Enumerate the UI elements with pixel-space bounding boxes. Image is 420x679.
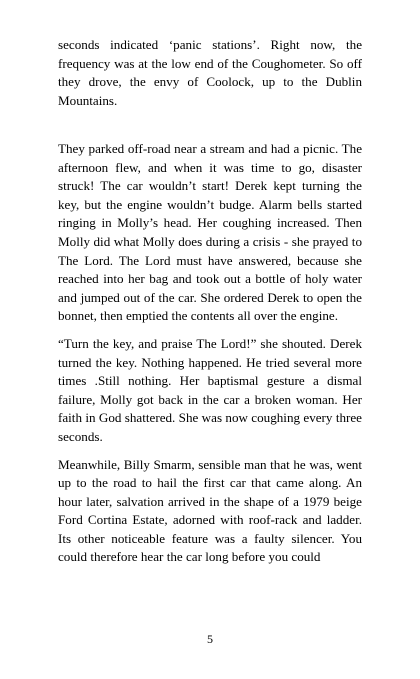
top-text-block — [58, 36, 362, 119]
paragraph-turn-the-key: “Turn the key, and praise The Lord!” she shouted. Derek turned the key. Nothing happened. He tried several more times .Still nothing. Her baptismal gesture a dismal failure, Molly got back in the car a broken woman. Her faith in God shattered. She was now coughing every three seconds. — [58, 335, 362, 444]
page-number: 5 — [207, 632, 213, 646]
paragraph-picnic: They parked off-road near a stream and had a picnic. The afternoon flew, and when it was time to go, disaster struck! The car wouldn’t start! Derek kept turning the key, but the engine wouldn’t budge. Alarm bells started ringing in Molly’s head. Her coughing increased. Then Molly did what Molly does during a crisis - she prayed to The Lord. The Lord must have answered, because she reached into her bag and took out a bottle of holy water and jumped out of the car. She ordered Derek to open the bonnet, then emptied the contents all over the engine. — [58, 141, 362, 324]
main-text-block — [58, 140, 362, 576]
paragraph-continuation: seconds indicated ‘panic stations’. Right now, the frequency was at the low end of the Coughometer. So off they drove, the envy of Coolock, up to the Dublin Mountains. — [58, 37, 362, 108]
paragraph-billy-smarm: Meanwhile, Billy Smarm, sensible man that he was, went up to the road to hail the first car that came along. An hour later, salvation arrived in the shape of a 1979 beige Ford Cortina Estate, adorned with roof-rack and ladder. Its other noticeable feature was a faulty silencer. You could therefore hear the car long before you could — [58, 456, 362, 565]
